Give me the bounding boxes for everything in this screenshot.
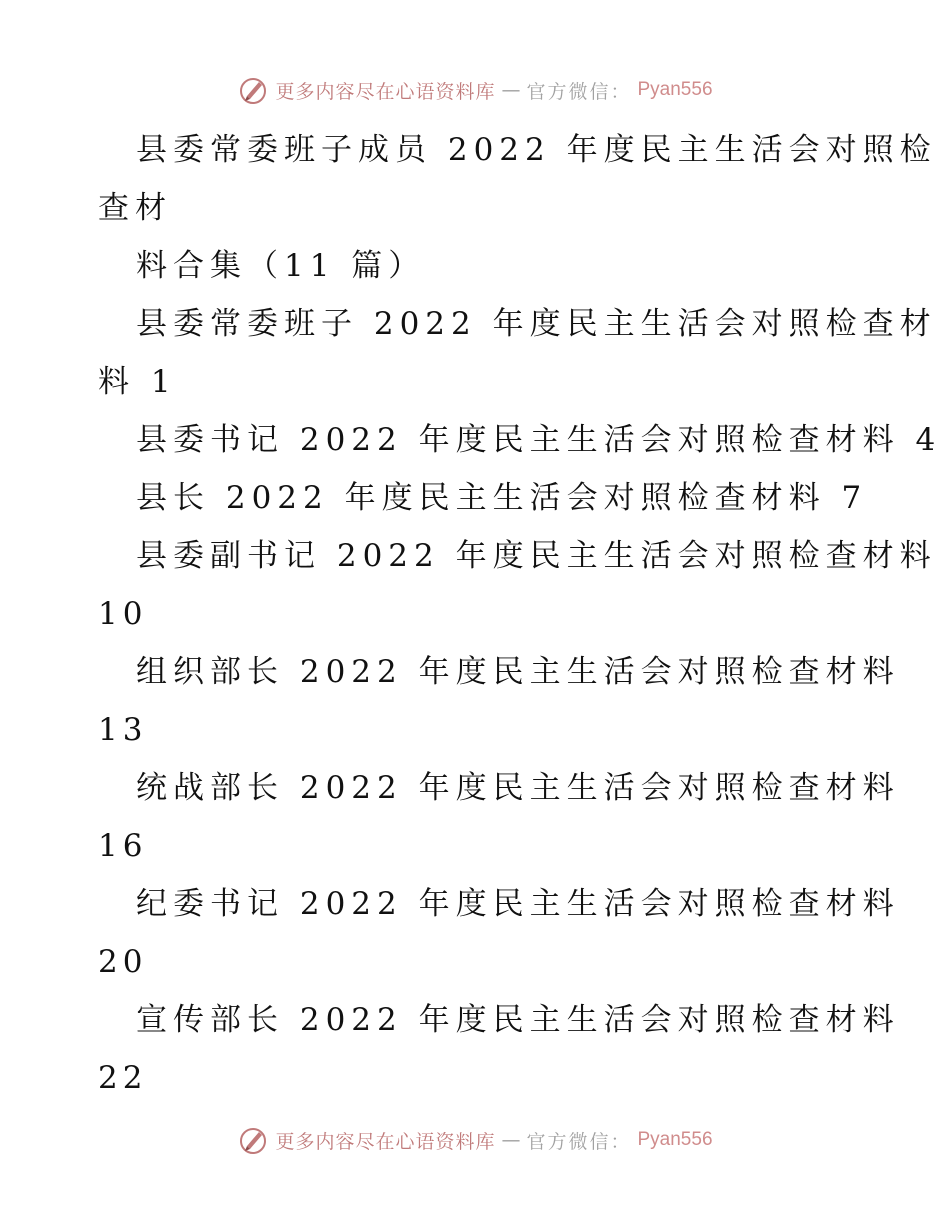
title-line-3: 料合集（11 篇）: [136, 248, 426, 284]
watermark-wechat-id: Pyan556: [637, 79, 713, 100]
toc-entry-4-page: 10: [98, 596, 148, 632]
toc-entry-5: 组织部长 2022 年度民主生活会对照检查材料: [136, 654, 900, 690]
watermark-separator: —: [501, 79, 521, 101]
watermark-separator: —: [501, 1129, 521, 1151]
toc-entry-1: 县委常委班子 2022 年度民主生活会对照检查材: [136, 306, 937, 342]
toc-entry-8-page: 22: [98, 1060, 148, 1096]
toc-entry-8: 宣传部长 2022 年度民主生活会对照检查材料: [136, 1002, 900, 1038]
toc-entry-4: 县委副书记 2022 年度民主生活会对照检查材料: [136, 538, 937, 574]
pen-logo-icon: [237, 1124, 269, 1156]
document-body: [98, 121, 942, 1107]
toc-entry-6-page: 16: [98, 828, 148, 864]
watermark-wechat-label: 官方微信：: [526, 1130, 632, 1153]
toc-entry-3: 县长 2022 年度民主生活会对照检查材料 7: [136, 480, 868, 516]
title-line-2: 查材: [98, 190, 172, 226]
title-line-1: 县委常委班子成员 2022 年度民主生活会对照检: [136, 132, 937, 168]
toc-entry-7-page: 20: [98, 944, 148, 980]
footer-watermark: [0, 1120, 950, 1160]
pen-logo-icon: [237, 74, 269, 106]
watermark-brand: 更多内容尽在心语资料库: [275, 1130, 496, 1153]
watermark-brand: 更多内容尽在心语资料库: [275, 80, 496, 103]
toc-entry-2: 县委书记 2022 年度民主生活会对照检查材料 4: [136, 422, 942, 458]
toc-entry-7: 纪委书记 2022 年度民主生活会对照检查材料: [136, 886, 900, 922]
watermark-wechat-id: Pyan556: [637, 1129, 713, 1150]
toc-entry-5-page: 13: [98, 712, 148, 748]
toc-entry-6: 统战部长 2022 年度民主生活会对照检查材料: [136, 770, 900, 806]
toc-entry-1-page: 料 1: [98, 364, 177, 400]
header-watermark: [0, 70, 950, 110]
watermark-wechat-label: 官方微信：: [526, 80, 632, 103]
